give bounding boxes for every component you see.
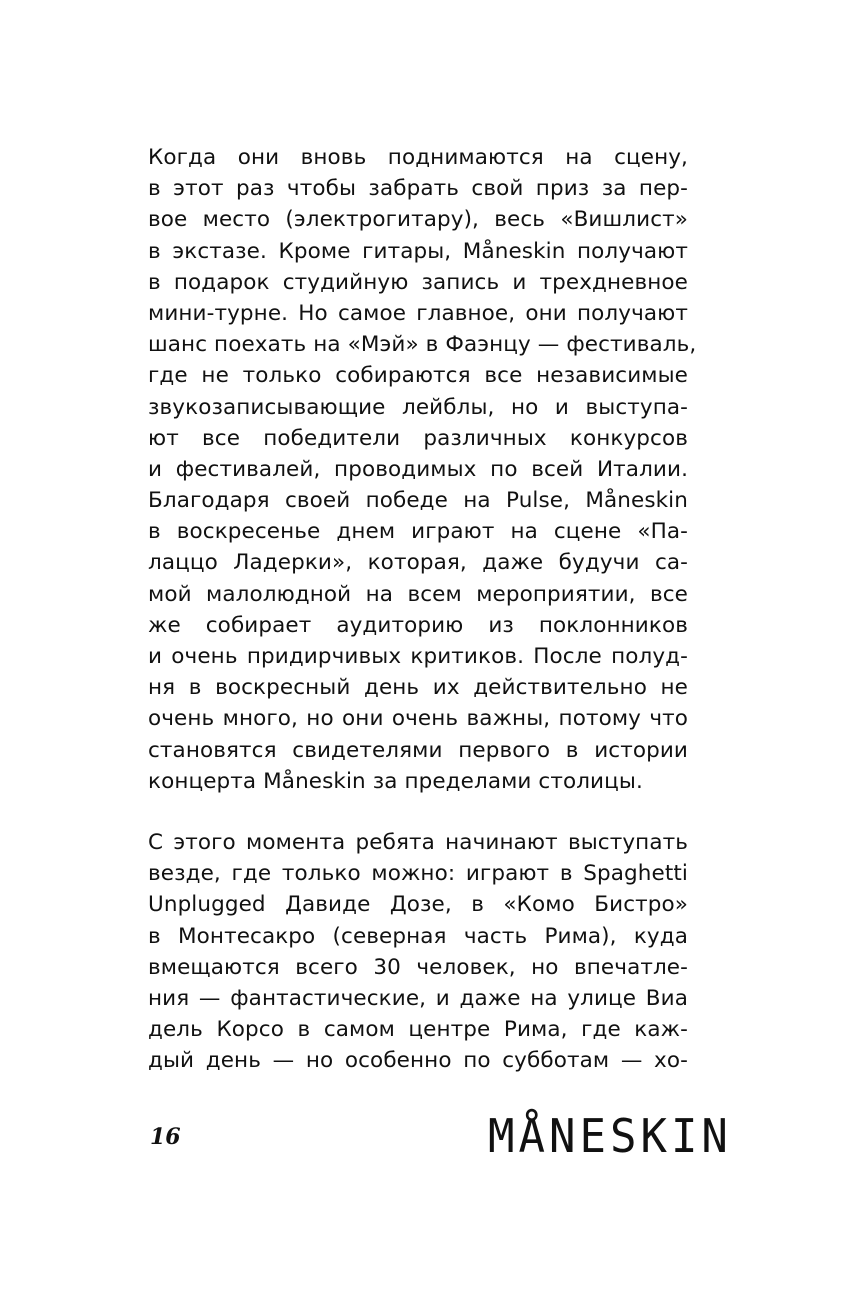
text-line: ют все победители различных конкурсов: [148, 425, 688, 451]
text-line: в этот раз чтобы забрать свой приз за пер-: [148, 176, 688, 202]
text-line: ня в воскресный день их действительно не: [148, 675, 688, 701]
text-line: дель Корсо в самом центре Рима, где каж-: [148, 1017, 688, 1043]
text-line: в подарок студийную запись и трехдневное: [148, 269, 688, 295]
running-title: MÅNESKIN: [488, 1110, 732, 1164]
text-line: мини-турне. Но самое главное, они получают: [148, 300, 688, 326]
text-line: и фестивалей, проводимых по всей Италии.: [148, 456, 688, 482]
text-line: в Монтесакро (северная часть Рима), куда: [148, 923, 688, 949]
text-line: шанс поехать на «Мэй» в Фаэнцу — фестиваль,: [148, 332, 697, 358]
text-line: в воскресенье днем играют на сцене «Па-: [148, 519, 688, 545]
text-line: мой малолюдной на всем мероприятии, все: [148, 581, 688, 607]
paragraph-1: [148, 142, 697, 797]
text-line: ния — фантастические, и даже на улице Виа: [148, 985, 688, 1011]
text-line: концерта Måneskin за пределами столицы.: [148, 768, 643, 794]
text-line: Благодаря своей победе на Pulse, Måneskin: [148, 488, 688, 514]
text-line: же собирает аудиторию из поклонников: [148, 612, 688, 638]
text-line: Unplugged Давиде Дозе, в «Комо Бистро»: [148, 892, 688, 918]
text-line: становятся свидетелями первого в истории: [148, 737, 688, 763]
text-line: вое место (электрогитару), весь «Вишлист»: [148, 207, 688, 233]
text-line: где не только собираются все независимые: [148, 363, 688, 389]
text-line: вмещаются всего 30 человек, но впечатле-: [148, 954, 688, 980]
text-line: Когда они вновь поднимаются на сцену,: [148, 145, 688, 170]
text-line: в экстазе. Кроме гитары, Måneskin получают: [148, 238, 688, 264]
text-line: дый день — но особенно по субботам — хо-: [148, 1048, 688, 1074]
text-line: везде, где только можно: играют в Spaghetti: [148, 861, 688, 887]
page-number: 16: [150, 1124, 181, 1150]
text-line: лаццо Ладерки», которая, даже будучи са-: [148, 550, 688, 576]
paragraph-2: [148, 827, 688, 1077]
text-line: С этого момента ребята начинают выступать: [148, 830, 688, 855]
text-line: очень много, но они очень важны, потому что: [148, 706, 688, 732]
text-line: звукозаписывающие лейблы, но и выступа-: [148, 394, 688, 420]
text-line: и очень придирчивых критиков. После полуд-: [148, 644, 688, 669]
